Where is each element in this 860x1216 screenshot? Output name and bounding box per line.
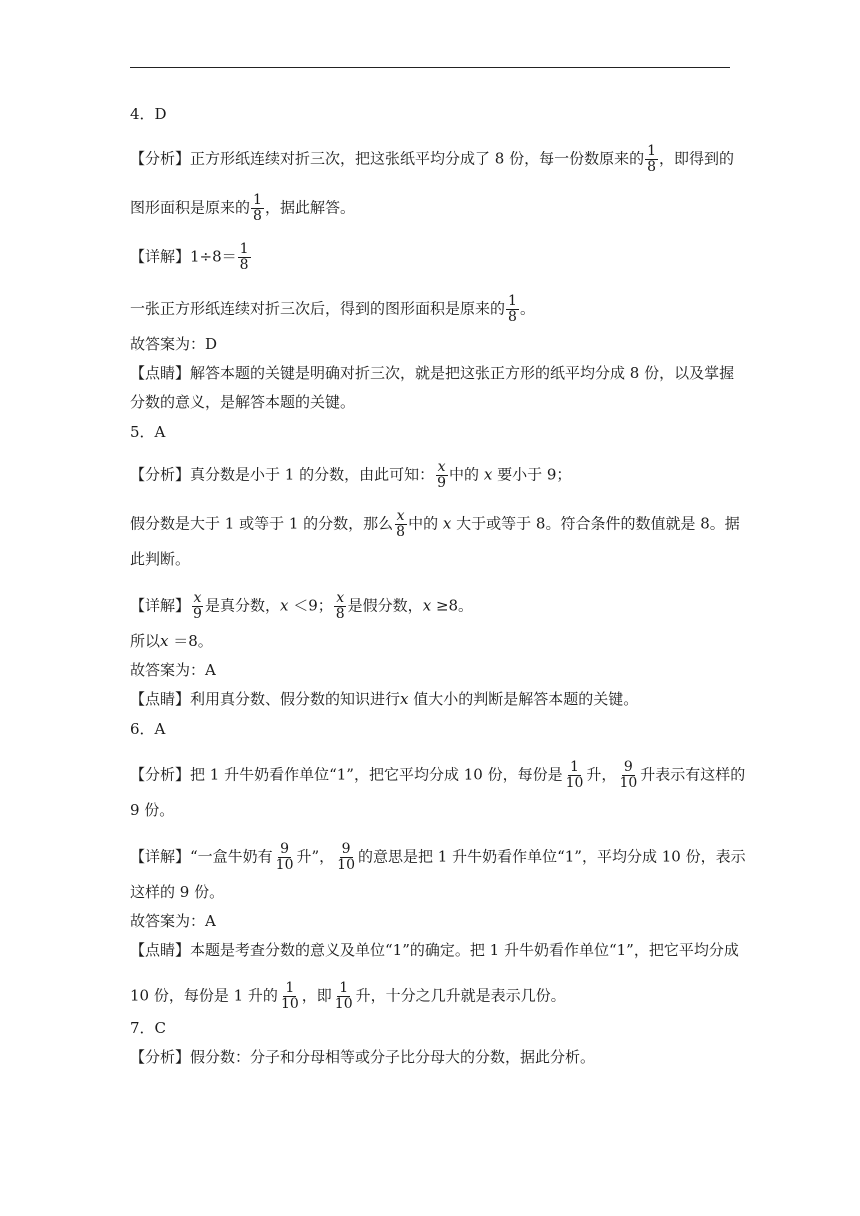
q5-conclusion: 所以x ＝8。 (130, 632, 213, 650)
fraction-1-10: $\frac{1}{10}$ (280, 980, 299, 1012)
fraction-9-10: $\frac{9}{10}$ (619, 759, 638, 791)
q4-comment-line2: 分数的意义，是解答本题的关键。 (130, 393, 356, 411)
q7-title: 7．C (130, 1019, 167, 1037)
fraction-x-9: $\frac{x}{9}$ (193, 590, 202, 622)
q5-title: 5．A (130, 423, 166, 441)
q6-answer: 故答案为：A (130, 912, 216, 930)
q6-comment-line1: 【点睛】本题是考查分数的意义及单位“1”的确定。把 1 升牛奶看作单位“1”，把它平均分成 (130, 941, 739, 959)
q6-title: 6．A (130, 720, 166, 738)
fraction-1-10: $\frac{1}{10}$ (565, 759, 584, 791)
fraction-x-8: $\frac{x}{8}$ (396, 508, 406, 540)
fraction-1-8: $\frac{1}{8}$ (253, 192, 262, 224)
fraction-x-8: $\frac{x}{8}$ (335, 590, 345, 622)
fraction-1-10: $\frac{1}{10}$ (334, 980, 353, 1012)
q5-analysis-line1: 【分析】真分数是小于 1 的分数，由此可知： $\frac{x}{9}$ 中的 x 要小于 9； (130, 459, 572, 491)
q6-detail-line2: 这样的 9 份。 (130, 883, 225, 901)
fraction-1-8: $\frac{1}{8}$ (508, 293, 517, 325)
q5-answer: 故答案为：A (130, 661, 216, 679)
q4-analysis-line2: 图形面积是原来的 $\frac{1}{8}$ ，据此解答。 (130, 192, 355, 224)
q6-comment-line2: 10 份，每份是 1 升的 $\frac{1}{10}$ ，即 $\frac{1}{10}$ 升，十分之几升就是表示几份。 (130, 980, 566, 1012)
fraction-9-10: $\frac{9}{10}$ (275, 841, 294, 873)
q7-analysis: 【分析】假分数：分子和分母相等或分子比分母大的分数，据此分析。 (130, 1048, 596, 1066)
q5-analysis-line3: 此判断。 (130, 550, 191, 568)
q4-detail: 【详解】1÷8＝ $\frac{1}{8}$ (130, 241, 249, 273)
fraction-1-8: $\frac{1}{8}$ (239, 241, 249, 273)
q4-title: 4．D (130, 105, 167, 123)
q4-answer: 故答案为：D (130, 335, 218, 353)
q4-comment-line1: 【点睛】解答本题的关键是明确对折三次，就是把这张正方形的纸平均分成 8 份，以及掌握 (130, 364, 735, 382)
q5-analysis-line2: 假分数是大于 1 或等于 1 的分数，那么 $\frac{x}{8}$ 中的 x 大于或等于 8。符合条件的数值就是 8。据 (130, 508, 740, 540)
fraction-9-10: $\frac{9}{10}$ (337, 841, 355, 873)
q6-detail-line1: 【详解】“一盒牛奶有 $\frac{9}{10}$ 升”， $\frac{9}{10}$ 的意思是把 1 升牛奶看作单位“1”，平均分成 10 份，表示 (130, 841, 746, 873)
fraction-1-8: $\frac{1}{8}$ (647, 143, 657, 175)
q4-detail-line2: 一张正方形纸连续对折三次后，得到的图形面积是原来的 $\frac{1}{8}$ 。 (130, 293, 535, 325)
q5-comment: 【点睛】利用真分数、假分数的知识进行x 值大小的判断是解答本题的关键。 (130, 690, 639, 708)
header-rule (130, 67, 730, 68)
q6-analysis-line1: 【分析】把 1 升牛奶看作单位“1”，把它平均分成 10 份，每份是 $\frac{1}{10}$ 升， $\frac{9}{10}$ 升表示有这样的 (130, 759, 746, 791)
q6-analysis-line2: 9 份。 (130, 801, 175, 819)
q4-analysis-line1: 【分析】正方形纸连续对折三次，把这张纸平均分成了 8 份，每一份数原来的 $\frac{1}{8}$ ，即得到的 (130, 143, 735, 175)
q5-detail: 【详解】 $\frac{x}{9}$ 是真分数，x ＜9； $\frac{x}{8}$ 是假分数，x ≥8。 (130, 590, 474, 622)
fraction-x-9: $\frac{x}{9}$ (437, 459, 447, 491)
